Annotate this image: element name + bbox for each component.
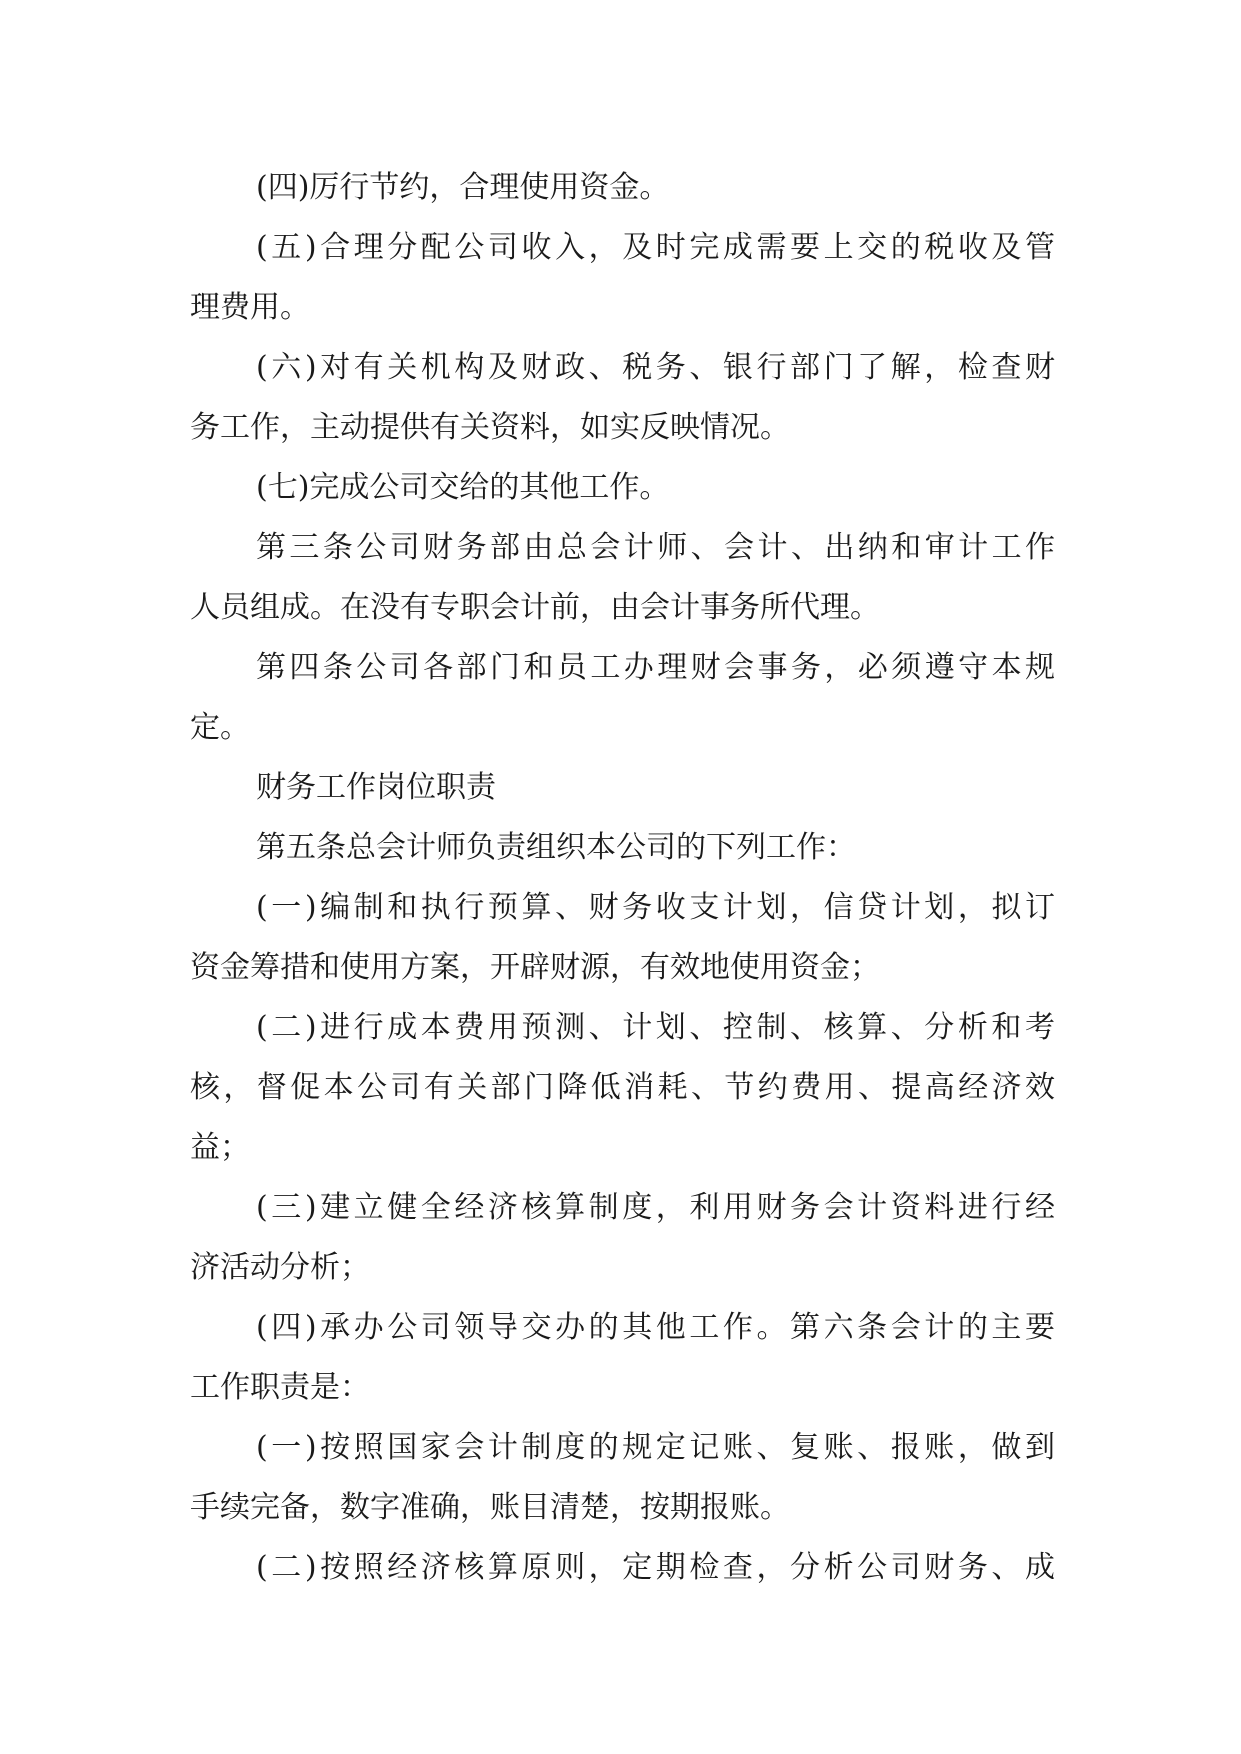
paragraph-line: (一)按照国家会计制度的规定记账、复账、报账，做到 bbox=[256, 1430, 1055, 1465]
paragraph-line: 定。 bbox=[190, 710, 250, 745]
paragraph-line: 手续完备，数字准确，账目清楚，按期报账。 bbox=[190, 1490, 790, 1525]
paragraph-line: (五)合理分配公司收入，及时完成需要上交的税收及管 bbox=[256, 230, 1055, 265]
paragraph-line: (三)建立健全经济核算制度，利用财务会计资料进行经 bbox=[256, 1190, 1055, 1225]
document-body bbox=[190, 158, 1055, 1598]
paragraph-line: (六)对有关机构及财政、税务、银行部门了解，检查财 bbox=[256, 350, 1055, 385]
paragraph-line: 第五条总会计师负责组织本公司的下列工作： bbox=[256, 830, 856, 865]
paragraph-line: (一)编制和执行预算、财务收支计划，信贷计划，拟订 bbox=[256, 890, 1055, 925]
paragraph-line: 理费用。 bbox=[190, 290, 310, 325]
paragraph-line: (四)承办公司领导交办的其他工作。第六条会计的主要 bbox=[256, 1310, 1055, 1345]
paragraph-line: 第四条公司各部门和员工办理财会事务，必须遵守本规 bbox=[256, 650, 1055, 685]
paragraph-line: 第三条公司财务部由总会计师、会计、出纳和审计工作 bbox=[256, 530, 1055, 565]
paragraph-line: 人员组成。在没有专职会计前，由会计事务所代理。 bbox=[190, 590, 880, 625]
paragraph-line: 务工作，主动提供有关资料，如实反映情况。 bbox=[190, 410, 790, 445]
paragraph-line: (四)厉行节约，合理使用资金。 bbox=[256, 170, 670, 205]
paragraph-line: 益； bbox=[190, 1130, 250, 1165]
paragraph-line: (二)进行成本费用预测、计划、控制、核算、分析和考 bbox=[256, 1010, 1055, 1045]
section-heading: 财务工作岗位职责 bbox=[256, 770, 496, 805]
paragraph-line: 工作职责是： bbox=[190, 1370, 370, 1405]
paragraph-line: 资金筹措和使用方案，开辟财源，有效地使用资金； bbox=[190, 950, 880, 985]
paragraph-line: 济活动分析； bbox=[190, 1250, 370, 1285]
paragraph-line: (七)完成公司交给的其他工作。 bbox=[256, 470, 670, 505]
paragraph-line: 核，督促本公司有关部门降低消耗、节约费用、提高经济效 bbox=[190, 1070, 1055, 1105]
paragraph-line: (二)按照经济核算原则，定期检查，分析公司财务、成 bbox=[256, 1550, 1055, 1585]
